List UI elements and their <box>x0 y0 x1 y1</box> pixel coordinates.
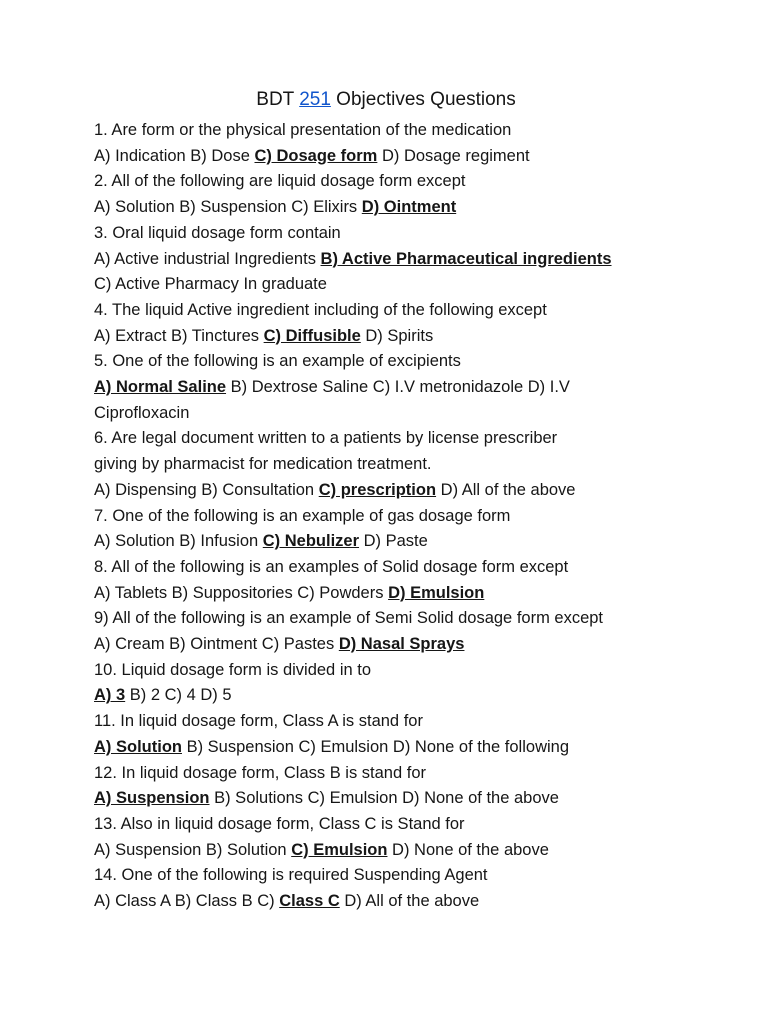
text-segment: 5. One of the following is an example of excipients <box>94 352 461 371</box>
document-line <box>94 709 678 735</box>
text-segment: Objectives Questions <box>330 89 516 110</box>
text-segment: giving by pharmacist for medication treatment. <box>94 455 432 474</box>
document-line <box>94 272 678 298</box>
text-segment: 4. The liquid Active ingredient including of the following except <box>94 300 547 319</box>
answer-segment: C) Nebulizer <box>262 532 360 551</box>
answer-segment: D) Nasal Sprays <box>338 635 465 654</box>
text-segment: 13. Also in liquid dosage form, Class C is Stand for <box>94 814 465 833</box>
answer-segment: C) prescription <box>318 480 437 499</box>
document-line <box>94 606 678 632</box>
text-segment: B) 2 C) 4 D) 5 <box>125 686 232 705</box>
document-line <box>94 324 678 350</box>
text-segment: 10. Liquid dosage form is divided in to <box>94 660 372 679</box>
text-segment: A) Suspension B) Solution <box>94 840 292 859</box>
document-line <box>94 683 678 709</box>
document-body <box>94 118 678 915</box>
text-segment: A) Class A B) Class B C) <box>94 892 280 911</box>
text-segment: D) None of the above <box>387 840 549 859</box>
text-segment: A) Active industrial Ingredients <box>94 249 321 268</box>
text-segment: A) Cream B) Ointment C) Pastes <box>94 635 339 654</box>
text-segment: 2. All of the following are liquid dosage form except <box>94 172 466 191</box>
text-segment: A) Solution B) Infusion <box>94 532 263 551</box>
text-segment: 14. One of the following is required Suspending Agent <box>94 866 488 885</box>
document-line <box>94 658 678 684</box>
document-line <box>94 298 678 324</box>
document-line <box>94 478 678 504</box>
answer-segment: C) Dosage form <box>254 146 378 165</box>
answer-segment: B) Active Pharmaceutical ingredients <box>320 249 612 268</box>
text-segment: BDT <box>256 89 300 110</box>
text-segment: Ciprofloxacin <box>94 403 190 422</box>
document-line <box>94 401 678 427</box>
document-line <box>94 144 678 170</box>
text-segment: D) All of the above <box>339 892 480 911</box>
document-line <box>94 555 678 581</box>
document-line <box>94 221 678 247</box>
answer-segment: C) Emulsion <box>291 840 388 859</box>
text-segment: B) Solutions C) Emulsion D) None of the above <box>209 789 559 808</box>
document-line <box>94 786 678 812</box>
text-segment: 12. In liquid dosage form, Class B is stand for <box>94 763 426 782</box>
text-segment: 11. In liquid dosage form, Class A is stand for <box>94 712 423 731</box>
document-line <box>94 169 678 195</box>
text-segment: A) Indication B) Dose <box>94 146 255 165</box>
answer-segment: A) Solution <box>94 737 182 756</box>
text-segment: 9) All of the following is an example of Semi Solid dosage form except <box>94 609 604 628</box>
document-line <box>94 529 678 555</box>
answer-segment: C) Diffusible <box>263 326 361 345</box>
document-line <box>94 247 678 273</box>
document-line <box>94 838 678 864</box>
text-segment: A) Extract B) Tinctures <box>94 326 264 345</box>
document-line <box>94 118 678 144</box>
text-segment: 1. Are form or the physical presentation of the medication <box>94 121 512 139</box>
document-line <box>94 504 678 530</box>
course-number-link[interactable]: 251 <box>299 89 331 110</box>
text-segment: A) Solution B) Suspension C) Elixirs <box>94 198 362 217</box>
document-line <box>94 889 678 915</box>
document-line <box>94 349 678 375</box>
answer-segment: D) Ointment <box>361 198 457 217</box>
text-segment: 8. All of the following is an examples of Solid dosage form except <box>94 557 569 576</box>
text-segment: A) Tablets B) Suppositories C) Powders <box>94 583 389 602</box>
text-segment: B) Suspension C) Emulsion D) None of the following <box>181 737 570 756</box>
document-line <box>94 863 678 889</box>
text-segment: D) All of the above <box>436 480 576 499</box>
text-segment: D) Spirits <box>360 326 434 345</box>
answer-segment: A) 3 <box>94 686 126 705</box>
document-line <box>94 375 678 401</box>
answer-segment: A) Normal Saline <box>94 378 227 397</box>
document-line <box>94 452 678 478</box>
document-line <box>94 581 678 607</box>
document-line <box>94 426 678 452</box>
answer-segment: Class C <box>279 892 340 911</box>
document-line <box>94 195 678 221</box>
text-segment: D) Paste <box>359 532 428 551</box>
document-line <box>94 632 678 658</box>
text-segment: D) Dosage regiment <box>377 146 530 165</box>
document-line <box>94 735 678 761</box>
text-segment: 7. One of the following is an example of gas dosage form <box>94 506 511 525</box>
text-segment: 3. Oral liquid dosage form contain <box>94 223 341 242</box>
answer-segment: A) Suspension <box>94 789 210 808</box>
answer-segment: D) Emulsion <box>388 583 485 602</box>
text-segment: C) Active Pharmacy In graduate <box>94 275 327 294</box>
document-title <box>94 86 678 114</box>
text-segment: B) Dextrose Saline C) I.V metronidazole D) I.V <box>226 378 570 397</box>
document-line <box>94 812 678 838</box>
document-line <box>94 761 678 787</box>
text-segment: A) Dispensing B) Consultation <box>94 480 319 499</box>
text-segment: 6. Are legal document written to a patients by license prescriber <box>94 429 558 448</box>
